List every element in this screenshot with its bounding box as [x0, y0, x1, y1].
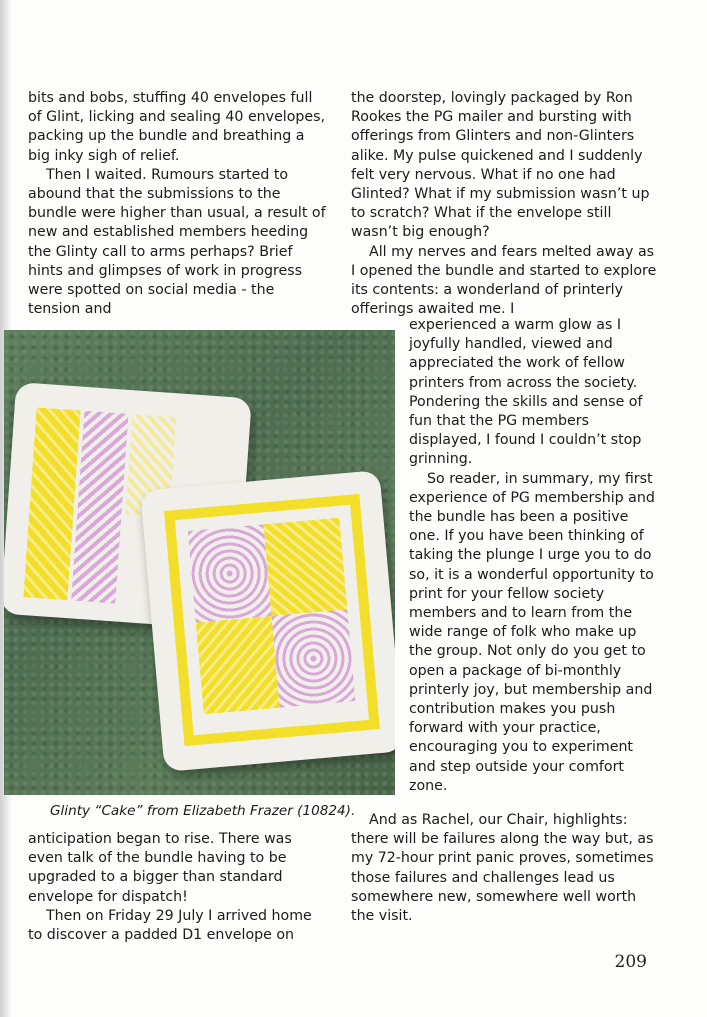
coaster-front [140, 470, 395, 772]
right-column-bottom [351, 811, 661, 926]
right-column-top [351, 89, 661, 319]
paragraph: anticipation began to rise. There was even talk of the bundle having to be upgraded to a bigger than standard envelope for dispatch! [28, 831, 292, 905]
paragraph: Then on Friday 29 July I arrived home to discover a padded D1 envelope on [28, 907, 312, 944]
paragraph: Then I waited. Rumours started to abound that the submissions to the bundle were higher than usual, a result of new and established members heeding the Glinty call to arms perhaps? Brief hints and glimpses of work in progress were spotted on social media - the tension and [28, 166, 326, 318]
paragraph: And as Rachel, our Chair, highlights: there will be failures along the way but, as my 72-hour print panic proves, sometimes those failures and challenges lead us somewhere new, somewhere well worth the visit. [351, 812, 654, 925]
page-number: 209 [614, 952, 647, 972]
paragraph: experienced a warm glow as I joyfully handled, viewed and appreciated the work of fellow printers from across the society. Pondering the skills and sense of fun that the PG members displayed, I found I couldn’t stop grinning. [409, 317, 643, 468]
paragraph: the doorstep, lovingly packaged by Ron Rookes the PG mailer and bursting with offerings from Glinters and non-Glinters alike. My pulse quickened and I suddenly felt very nervous. What if no one had Glinted? What if my submission wasn’t up to scratch? What if the envelope still wasn’t big enough? [351, 90, 650, 241]
paragraph: So reader, in summary, my first experience of PG membership and the bundle has been a positive one. If you have been thinking of taking the plunge I urge you to do so, it is a wonderful opportunity to print for your fellow society members and to learn from the wide range of folk who make up the group. Not only do you get to open a package of bi-monthly printerly joy, but membership and contribution makes you push forward with your practice, encouraging you to experiment and step outside your comfort zone. [409, 470, 655, 794]
photo-caption: Glinty “Cake” from Elizabeth Frazer (10824). [50, 803, 356, 819]
left-column-bottom [28, 830, 328, 945]
paragraph: All my nerves and fears melted away as I opened the bundle and started to explore its contents: a wonderland of printerly offerings awaited me. I [351, 243, 657, 318]
left-column-top [28, 89, 328, 319]
paragraph: bits and bobs, stuffing 40 envelopes full of Glint, licking and sealing 40 envelopes, packing up the bundle and breathing a big inky sigh of relief. [28, 90, 326, 164]
coaster-photo [4, 330, 395, 795]
right-column-wrap [409, 316, 659, 796]
